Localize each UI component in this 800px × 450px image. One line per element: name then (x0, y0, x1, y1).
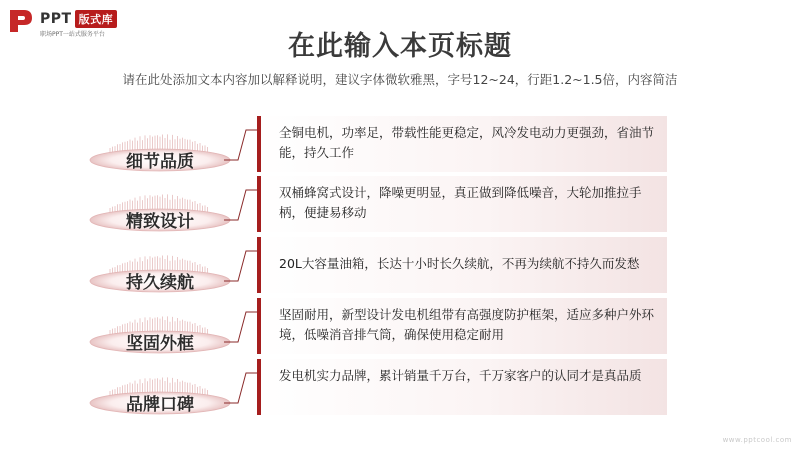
feature-description: 坚固耐用，新型设计发电机组带有高强度防护框架，适应多种户外环境，低噪消音排气筒，确保使用稳定耐用 (279, 307, 655, 342)
page-subtitle: 请在此处添加文本内容加以解释说明，建议字体微软雅黑，字号12~24，行距1.2~1.5倍，内容简洁 (122, 72, 678, 87)
feature-row (0, 176, 800, 232)
feature-label: 坚固外框 (126, 334, 194, 354)
feature-label: 精致设计 (126, 212, 194, 232)
feature-row (0, 359, 800, 415)
watermark: www.pptcool.com (722, 436, 792, 444)
feature-pill (80, 298, 240, 354)
feature-description: 双桶蜂窝式设计，降噪更明显，真正做到降低噪音，大轮加推拉手柄，便捷易移动 (279, 185, 642, 220)
feature-label: 细节品质 (126, 152, 194, 172)
feature-row (0, 298, 800, 354)
feature-card (261, 237, 667, 293)
feature-description: 发电机实力品牌，累计销量千万台，千万家客户的认同才是真品质 (279, 368, 642, 383)
brand-name: PPT 版式库 (40, 10, 117, 28)
feature-card (261, 176, 667, 232)
feature-pill (80, 237, 240, 293)
brand-badge: 版式库 (75, 10, 118, 28)
feature-row (0, 237, 800, 293)
feature-description: 全铜电机，功率足，带载性能更稳定，风冷发电动力更强劲，省油节能，持久工作 (279, 125, 655, 160)
brand-tagline: 职场PPT一站式服务平台 (40, 31, 105, 38)
feature-card (261, 116, 667, 172)
feature-label: 品牌口碑 (126, 395, 194, 415)
page-title: 在此输入本页标题 (288, 31, 512, 62)
feature-card (261, 359, 667, 415)
feature-pill (80, 176, 240, 232)
feature-pill (80, 116, 240, 172)
feature-pill (80, 359, 240, 415)
feature-label: 持久续航 (126, 273, 194, 293)
feature-card (261, 298, 667, 354)
feature-row (0, 116, 800, 172)
feature-description: 20L大容量油箱，长达十小时长久续航，不再为续航不持久而发愁 (279, 256, 640, 271)
